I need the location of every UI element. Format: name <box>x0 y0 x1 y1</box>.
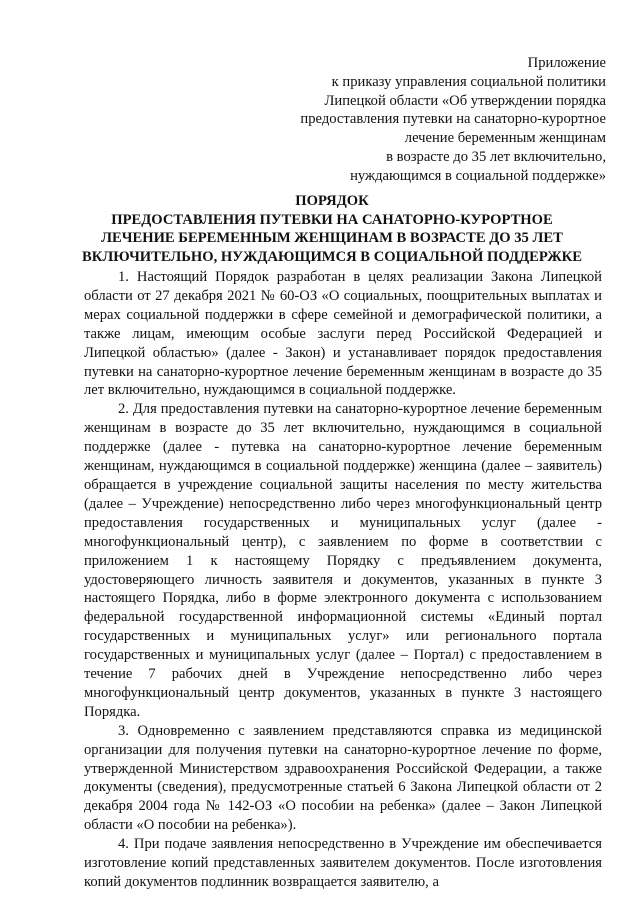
document-title <box>60 192 604 266</box>
paragraph-1: 1. Настоящий Порядок разработан в целях реализации Закона Липецкой области от 27 декабря 2021 № 60-ОЗ «О социальных, поощрительных выплатах и мерах социальной поддержки в сфере семейной и демографической политики, а также лицам, имеющим особые заслуги перед Российской Федерацией и Липецкой областью» (далее - Закон) и устанавливает порядок предоставления путевки на санаторно-курортное лечение беременным женщинам в возрасте до 35 лет включительно, нуждающимся в социальной поддержке. <box>84 269 602 399</box>
paragraph-4: 4. При подаче заявления непосредственно в Учреждение им обеспечивается изготовление копий представленных заявителем документов. После изготовления копий документов подлинник возвращается заявителю, а <box>84 836 602 890</box>
title-line: ВКЛЮЧИТЕЛЬНО, НУЖДАЮЩИМСЯ В СОЦИАЛЬНОЙ ПОДДЕРЖКЕ <box>82 248 582 265</box>
paragraph-3: 3. Одновременно с заявлением представляются справка из медицинской организации для получения путевки на санаторно-курортное лечение по форме, утвержденной Министерством здравоохранения Российской Федерации, а также документы (сведения), предусмотренные статьей 6 Закона Липецкой области от 2 декабря 2004 года № 142-ОЗ «О пособии на ребенка» (далее – Закон Липецкой области «О пособии на ребенка»). <box>84 722 602 834</box>
title-line: ПОРЯДОК <box>295 193 369 209</box>
title-line: ПРЕДОСТАВЛЕНИЯ ПУТЕВКИ НА САНАТОРНО-КУРОРТНОЕ <box>111 211 553 228</box>
document-body <box>84 268 602 892</box>
appendix-line: нуждающимся в социальной поддержке» <box>350 167 606 184</box>
appendix-line: к приказу управления социальной политики <box>331 73 606 90</box>
appendix-line: Приложение <box>527 55 606 71</box>
appendix-header <box>300 54 606 186</box>
paragraph-2: 2. Для предоставления путевки на санаторно-курортное лечение беременным женщинам в возрасте до 35 лет включительно, нуждающимся в социальной поддержке (далее - путевка на санаторно-курортное лечение беременным женщинам, нуждающимся в социальной поддержке) женщина (далее – заявитель) обращается в учреждение социальной защиты населения по месту жительства (далее – Учреждение) непосредственно либо через многофункциональный центр предоставления государственных и муниципальных услуг (далее - многофункциональный центр), с заявлением по форме в соответствии с приложением 1 к настоящему Порядку с предъявлением документа, удостоверяющего личность заявителя и документов, указанных в пункте 3 настоящего Порядка, либо в форме электронного документа с использованием федеральной государственной информационной системы «Единый портал государственных и муниципальных услуг» или регионального портала государственных и муниципальных услуг (далее – Портал) с предоставлением в течение 7 рабочих дней в Учреждение непосредственно либо через многофункциональный центр документов, указанных в пункте 3 настоящего Порядка. <box>84 401 602 720</box>
title-line: ЛЕЧЕНИЕ БЕРЕМЕННЫМ ЖЕНЩИНАМ В ВОЗРАСТЕ ДО 35 ЛЕТ <box>101 230 563 247</box>
appendix-line: Липецкой области «Об утверждении порядка <box>324 92 606 109</box>
appendix-line: в возрасте до 35 лет включительно, <box>386 148 606 165</box>
appendix-line: лечение беременным женщинам <box>404 130 606 147</box>
appendix-line: предоставления путевки на санаторно-курортное <box>300 111 606 128</box>
